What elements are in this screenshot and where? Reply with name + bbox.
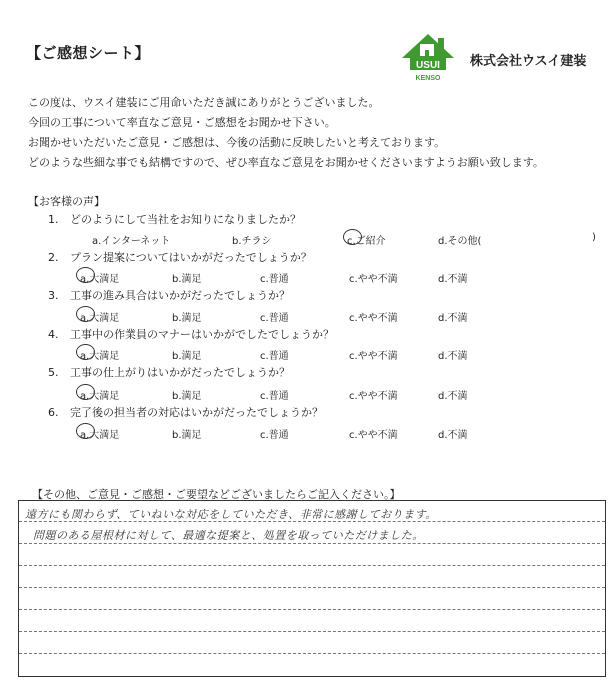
question-6: 6. 完了後の担当者の対応はいかがだったでしょうか？ (48, 406, 323, 419)
company-name: 株式会社ウスイ建装 (470, 54, 587, 69)
q2-option-a[interactable]: a.大満足 (80, 274, 120, 285)
svg-text:KENSO: KENSO (415, 75, 441, 82)
q2-option-b[interactable]: b.満足 (172, 274, 202, 285)
q2-selected-circle (76, 267, 95, 283)
comment-rule (19, 631, 605, 632)
q3-option-b[interactable]: b.満足 (172, 313, 202, 324)
q6-selected-circle (76, 423, 95, 439)
comment-rule (19, 543, 605, 544)
handwritten-line-2: 問題のある屋根材に対して、最適な提案と、処置を取っていただけました。 (33, 529, 424, 542)
q3-option-c2[interactable]: c.やや不満 (349, 313, 398, 324)
q1-option-b[interactable]: b.チラシ (232, 236, 272, 247)
comment-box[interactable] (18, 500, 606, 677)
q4-option-b[interactable]: b.満足 (172, 351, 202, 362)
q3-option-a[interactable]: a.大満足 (80, 313, 120, 324)
other-comments-label: 【その他、ご意見・ご感想・ご要望などございましたらご記入ください。】 (32, 488, 401, 501)
question-2: 2. プラン提案についてはいかがだったでしょうか？ (48, 251, 312, 264)
q2-option-c2[interactable]: c.やや不満 (349, 274, 398, 285)
q6-option-a[interactable]: a.大満足 (80, 430, 120, 441)
q1-option-a[interactable]: a.インターネット (92, 236, 171, 247)
q3-selected-circle (76, 306, 95, 322)
q6-option-c[interactable]: c.普通 (260, 430, 289, 441)
q6-option-c2[interactable]: c.やや不満 (349, 430, 398, 441)
company-logo (396, 28, 460, 86)
q4-option-d[interactable]: d.不満 (438, 351, 468, 362)
q1-option-c[interactable]: c.ご紹介 (347, 236, 386, 247)
q2-option-d[interactable]: d.不満 (438, 274, 468, 285)
q3-option-d[interactable]: d.不満 (438, 313, 468, 324)
intro-line-4: どのような些細な事でも結構ですので、ぜひ率直なご意見をお聞かせくださいますようお願い致します。 (28, 156, 544, 169)
q5-option-d[interactable]: d.不満 (438, 391, 468, 402)
q1-selected-circle (343, 229, 362, 245)
q5-option-a[interactable]: a.大満足 (80, 391, 120, 402)
q6-option-b[interactable]: b.満足 (172, 430, 202, 441)
handwritten-line-1: 遠方にも関わらず、ていねいな対応をしていただき、非常に感謝しております。 (25, 508, 437, 521)
svg-text:USUI: USUI (416, 60, 440, 71)
q4-option-c[interactable]: c.普通 (260, 351, 289, 362)
question-4: 4. 工事中の作業員のマナーはいかがでしたでしょうか？ (48, 328, 334, 341)
q4-option-a[interactable]: a.大満足 (80, 351, 120, 362)
question-3: 3. 工事の進み具合はいかがだったでしょうか？ (48, 289, 290, 302)
q5-option-c[interactable]: c.普通 (260, 391, 289, 402)
sheet-title: 【ご感想シート】 (26, 44, 151, 62)
q4-selected-circle (76, 344, 95, 360)
comment-rule (19, 609, 605, 610)
q5-option-b[interactable]: b.満足 (172, 391, 202, 402)
q1-option-d-close: ) (592, 232, 596, 243)
q4-option-c2[interactable]: c.やや不満 (349, 351, 398, 362)
q2-option-c[interactable]: c.普通 (260, 274, 289, 285)
q6-option-d[interactable]: d.不満 (438, 430, 468, 441)
comment-rule (19, 653, 605, 654)
customer-voice-label: 【お客様の声】 (28, 195, 105, 208)
q3-option-c[interactable]: c.普通 (260, 313, 289, 324)
intro-line-2: 今回の工事について率直なご意見・ご感想をお聞かせ下さい。 (28, 116, 336, 129)
intro-line-3: お聞かせいただいたご意見・ご感想は、今後の活動に反映したいと考えております。 (28, 136, 446, 149)
q1-option-d[interactable]: d.その他( (438, 236, 482, 247)
comment-rule (19, 587, 605, 588)
question-5: 5. 工事の仕上がりはいかがだったでしょうか？ (48, 366, 290, 379)
intro-line-1: この度は、ウスイ建装にご用命いただき誠にありがとうございました。 (28, 96, 380, 109)
comment-rule (19, 565, 605, 566)
q5-selected-circle (76, 384, 95, 400)
question-1: 1. どのようにして当社をお知りになりましたか？ (48, 213, 301, 226)
q5-option-c2[interactable]: c.やや不満 (349, 391, 398, 402)
